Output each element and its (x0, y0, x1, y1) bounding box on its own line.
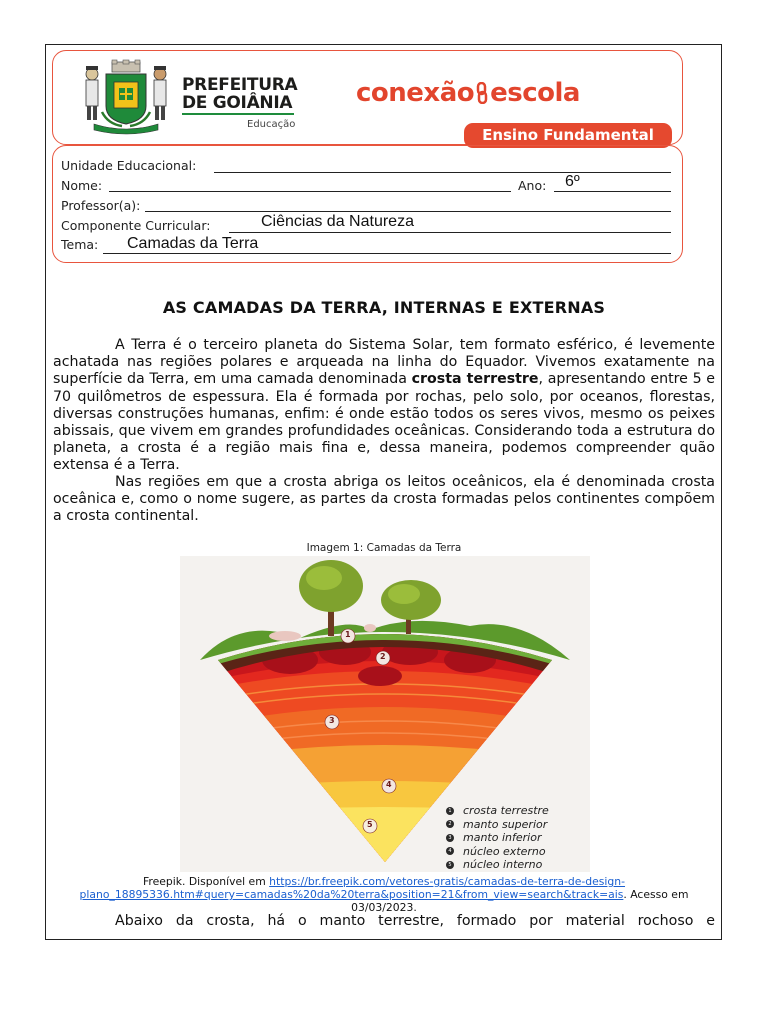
image-credit (52, 875, 716, 914)
nome-field[interactable] (109, 191, 511, 192)
marker-1: 1 (345, 630, 351, 639)
paragraph-1 (53, 337, 715, 475)
legend-label-1: crosta terrestre (463, 804, 549, 818)
unidade-field[interactable] (214, 172, 671, 173)
prefeitura-underline (182, 113, 294, 115)
marker-3: 3 (329, 716, 335, 725)
legend-item (446, 845, 549, 859)
legend-label-3: manto inferior (463, 831, 542, 845)
legend-item (446, 858, 549, 872)
prefeitura-line2: DE GOIÂNIA (182, 93, 293, 113)
tema-field[interactable] (103, 253, 671, 254)
brand-left: conexão (356, 78, 475, 108)
componente-value: Ciências da Natureza (261, 213, 414, 230)
brand-right: escola (490, 78, 580, 108)
credit-suffix: . Acesso em 03/03/2023. (351, 888, 689, 914)
paragraph-2 (53, 474, 715, 526)
componente-label: Componente Curricular: (61, 218, 211, 233)
ano-field[interactable] (554, 191, 671, 192)
credit-prefix: Freepik. Disponível em (142, 875, 270, 888)
unidade-label: Unidade Educacional: (61, 158, 197, 173)
document-title: AS CAMADAS DA TERRA, INTERNAS E EXTERNAS (162, 298, 606, 317)
chain-link-icon (475, 82, 489, 104)
credit-link[interactable]: https://br.freepik.com/vetores-gratis/camadas-de-terra-de-design-plano_18895336.htm#query=camadas%20da%20terra&position=21&from_view=search&track=ais (79, 875, 626, 901)
tema-value: Camadas da Terra (127, 235, 259, 252)
legend-item (446, 831, 549, 845)
ensino-fundamental-badge: Ensino Fundamental (464, 123, 672, 148)
professor-label: Professor(a): (61, 198, 141, 213)
legend-num-1: 1 (446, 807, 454, 815)
legend-num-3: 3 (446, 834, 454, 842)
legend-label-2: manto superior (463, 817, 548, 831)
figure-legend (446, 804, 549, 872)
marker-4: 4 (386, 780, 392, 789)
legend-num-2: 2 (446, 820, 454, 828)
professor-field[interactable] (145, 211, 671, 212)
p1-bold: crosta terrestre (411, 371, 539, 388)
marker-2: 2 (380, 652, 386, 661)
prefeitura-title (182, 76, 297, 112)
p3-text: Abaixo da crosta, há o manto terrestre, formado por material rochoso e (115, 913, 715, 929)
prefeitura-line1: PREFEITURA (182, 75, 298, 95)
legend-num-5: 5 (446, 861, 454, 869)
legend-label-5: núcleo interno (463, 858, 543, 872)
componente-field[interactable] (229, 232, 671, 233)
goiania-crest-logo (78, 58, 174, 136)
ano-value: 6º (565, 173, 580, 190)
conexao-escola-logo (356, 78, 580, 108)
tema-label: Tema: (61, 237, 99, 252)
legend-item (446, 818, 549, 832)
p2-text: Nas regiões em que a crosta abriga os leitos oceânicos, ela é denominada crosta oceânica e, como o nome sugere, as partes da crosta formadas pelos continentes compõem a crosta continental. (53, 474, 715, 525)
nome-label: Nome: (61, 178, 103, 193)
legend-item (446, 804, 549, 818)
marker-5: 5 (367, 820, 373, 829)
ano-label: Ano: (518, 178, 547, 193)
paragraph-3 (53, 913, 715, 929)
legend-num-4: 4 (446, 847, 454, 855)
p1-text-a: A Terra é o terceiro planeta do Sistema Solar, tem formato esférico, é levemente achatada nas regiões polares e arqueada na linha do Equador. Vivemos exatamente na superfície da Terra, em uma camada denominada (53, 337, 715, 388)
prefeitura-subtitle: Educação (247, 119, 296, 130)
p1-text-b: , apresentando entre 5 e 70 quilômetros de espessura. Ela é formada por rochas, pelo solo, por oceanos, florestas, diversas construções humanas, enfim: é onde estão todos os seres vivos, mesmo os peixes abissais, que vivem em grandes profundidades oceânicas. Considerando toda a estrutura do planeta, a crosta é a região mais fina e, dessa maneira, podemos compreender quão extensa é a Terra. (53, 371, 715, 474)
figure-caption: Imagem 1: Camadas da Terra (306, 542, 462, 554)
legend-label-4: núcleo externo (463, 844, 546, 858)
